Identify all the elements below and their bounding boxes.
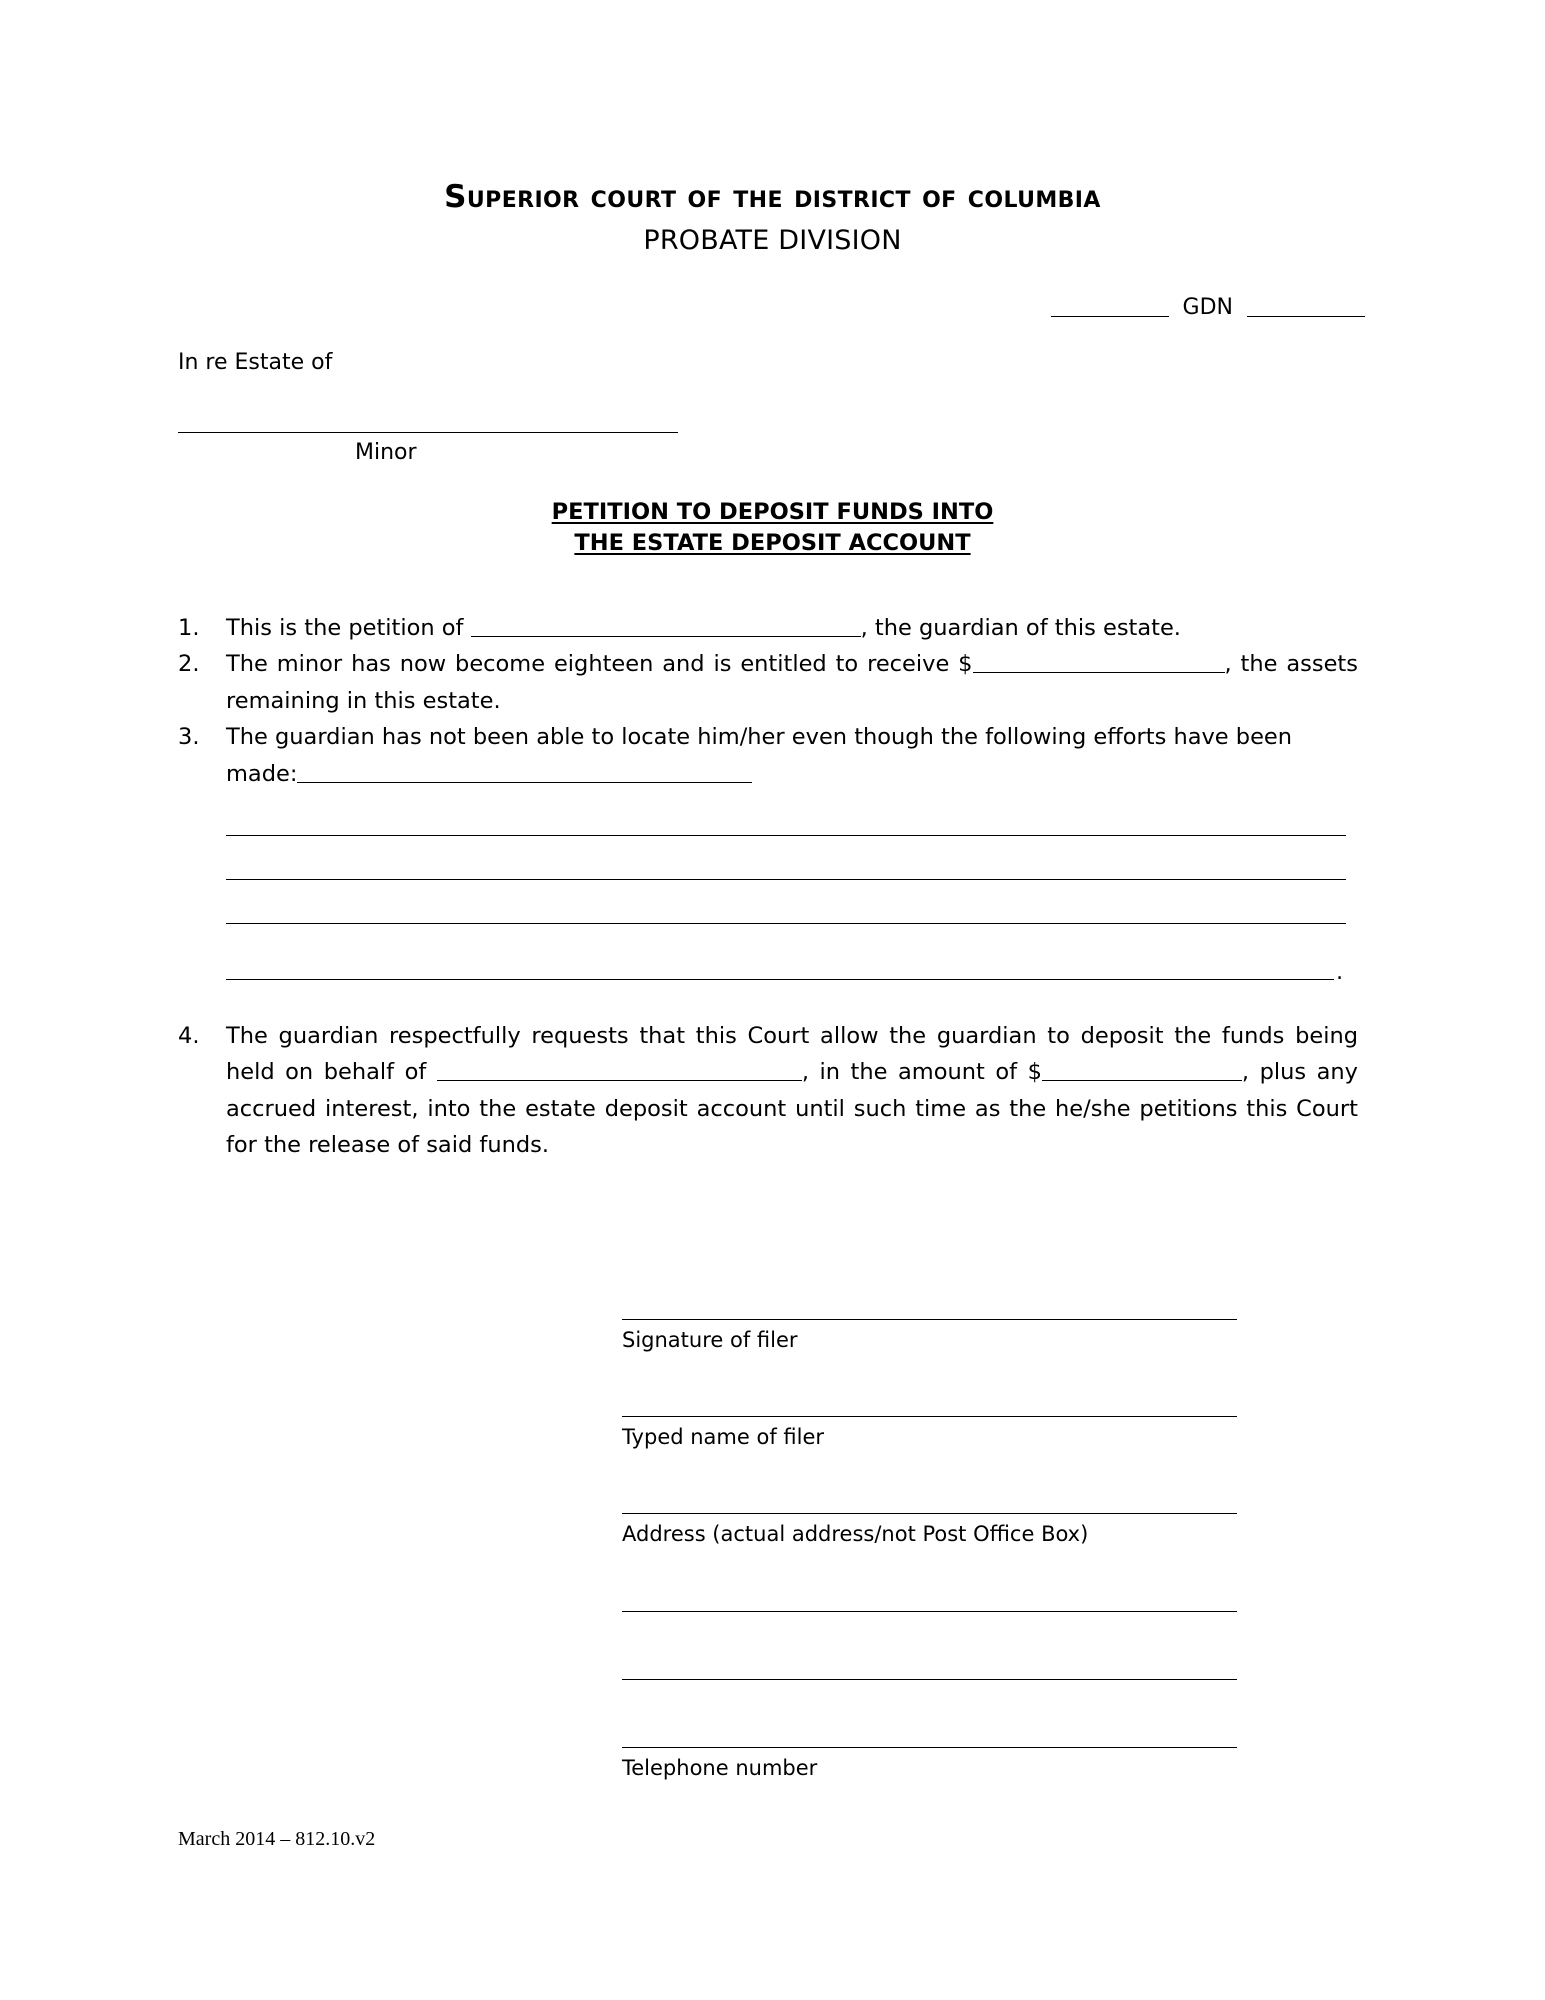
telephone-number-line[interactable] <box>622 1746 1237 1748</box>
deposit-amount-blank[interactable] <box>1042 1061 1242 1081</box>
item-3-text-before: The guardian has not been able to locate him/her even though the following efforts have been made: <box>226 724 1293 787</box>
minor-label: Minor <box>355 440 417 465</box>
typed-name-of-filer-line[interactable] <box>622 1415 1237 1417</box>
item-2-text-after: , the assets remaining in this estate. <box>226 651 1358 714</box>
assets-amount-blank[interactable] <box>973 653 1225 673</box>
document-header <box>0 180 1545 256</box>
item-body-3 <box>226 719 1358 792</box>
item-body-2 <box>226 646 1358 719</box>
court-name: Superior court of the district of columbia <box>444 179 1101 215</box>
address-label: Address (actual address/not Post Office Box) <box>622 1522 1089 1547</box>
efforts-blank-line-3[interactable] <box>226 878 1346 880</box>
item-number-3: 3. <box>178 724 200 751</box>
item-2-text-before: The minor has now become eighteen and is entitled to receive $ <box>226 651 973 678</box>
item-body-1 <box>226 610 1358 646</box>
item-number-2: 2. <box>178 651 200 678</box>
list-item <box>178 610 1358 646</box>
spacer <box>622 1620 1237 1678</box>
case-number-row <box>1051 295 1365 320</box>
page-title-line2: THE ESTATE DEPOSIT ACCOUNT <box>574 530 971 557</box>
telephone-number-label: Telephone number <box>622 1755 818 1780</box>
item-4-text-part1: The guardian respectfully requests that this Court allow the guardian to deposit the funds being held on behalf of <box>226 1022 1358 1086</box>
petitioner-name-blank[interactable] <box>471 617 861 637</box>
case-number-label: GDN <box>1182 295 1233 320</box>
efforts-blank-line-2[interactable] <box>226 834 1346 836</box>
address-continuation-line-1[interactable] <box>622 1610 1237 1612</box>
efforts-blank-line-4[interactable] <box>226 922 1346 924</box>
address-continuation-line-2[interactable] <box>622 1678 1237 1680</box>
item-1-text-after: , the guardian of this estate. <box>860 615 1181 641</box>
spacer <box>622 1548 1237 1610</box>
beneficiary-name-blank[interactable] <box>437 1061 802 1081</box>
spacer <box>622 1688 1237 1746</box>
petition-items <box>178 610 1358 1163</box>
efforts-blank-line-1[interactable] <box>297 763 752 783</box>
efforts-blank-line-5-row <box>226 959 1358 986</box>
efforts-end-period: . <box>1336 959 1344 986</box>
signature-block <box>622 1318 1237 1781</box>
court-division: PROBATE DIVISION <box>643 225 902 257</box>
form-revision-footer: March 2014 – 812.10.v2 <box>178 1828 376 1850</box>
case-number-suffix-blank[interactable] <box>1247 297 1365 317</box>
case-number-prefix-blank[interactable] <box>1051 297 1169 317</box>
typed-name-of-filer-label: Typed name of filer <box>622 1425 825 1450</box>
spacer <box>622 1450 1237 1512</box>
spacer <box>622 1353 1237 1415</box>
item-1-text-before: This is the petition of <box>226 615 471 641</box>
efforts-blank-line-5[interactable] <box>226 978 1334 980</box>
estate-name-blank[interactable] <box>178 432 678 433</box>
item-number-1: 1. <box>178 615 200 641</box>
list-item <box>178 1018 1358 1164</box>
item-body-4 <box>226 1018 1358 1164</box>
signature-of-filer-line[interactable] <box>622 1318 1237 1320</box>
item-number-4: 4. <box>178 1022 200 1049</box>
page-title-line1: PETITION TO DEPOSIT FUNDS INTO <box>551 499 994 525</box>
list-item <box>178 719 1358 792</box>
page-title <box>0 497 1545 559</box>
address-line[interactable] <box>622 1512 1237 1514</box>
item-4-text-part3: , plus any accrued interest, into the estate deposit account until such time as the he/she petitions this Court for the release of said funds. <box>226 1059 1358 1158</box>
list-item <box>178 646 1358 719</box>
in-re-estate-label: In re Estate of <box>178 350 333 375</box>
item-4-text-part2: , in the amount of $ <box>801 1059 1042 1086</box>
signature-of-filer-label: Signature of filer <box>622 1328 798 1352</box>
